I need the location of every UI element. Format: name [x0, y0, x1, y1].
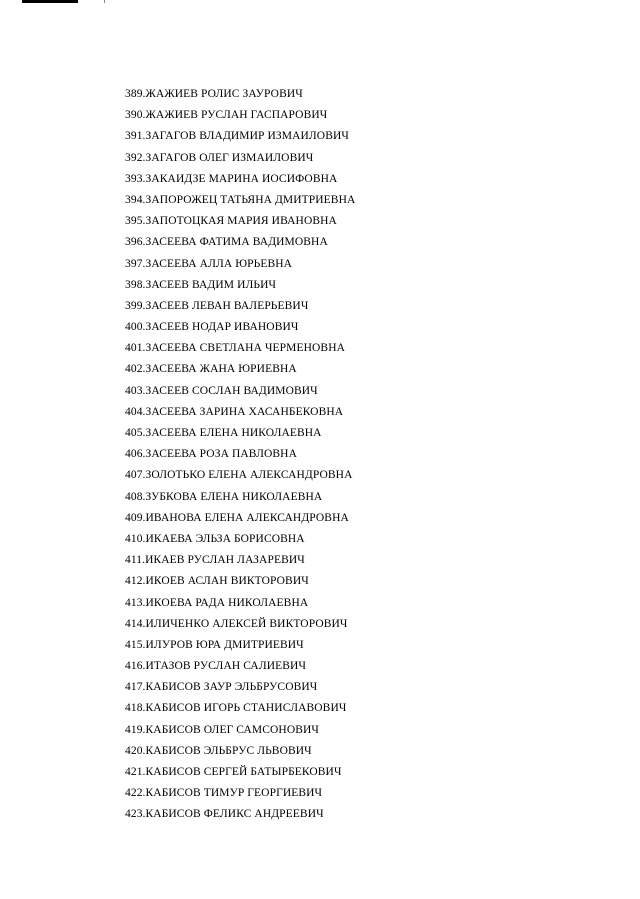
- list-item: 421.КАБИСОВ СЕРГЕЙ БАТЫРБЕКОВИЧ: [125, 766, 342, 778]
- list-item: 405.ЗАСЕЕВА ЕЛЕНА НИКОЛАЕВНА: [125, 427, 322, 439]
- list-item: 402.ЗАСЕЕВА ЖАНА ЮРИЕВНА: [125, 363, 297, 376]
- list-item: 400.ЗАСЕЕВ НОДАР ИВАНОВИЧ: [125, 321, 299, 334]
- list-item: 407.ЗОЛОТЬКО ЕЛЕНА АЛЕКСАНДРОВНА: [125, 469, 353, 482]
- list-item: 422.КАБИСОВ ТИМУР ГЕОРГИЕВИЧ: [125, 787, 323, 800]
- list-item: 414.ИЛИЧЕНКО АЛЕКСЕЙ ВИКТОРОВИЧ: [125, 617, 348, 630]
- list-item: 389.ЖАЖИЕВ РОЛИС ЗАУРОВИЧ: [125, 88, 303, 100]
- list-item: 393.ЗАКАИДЗЕ МАРИНА ИОСИФОВНА: [125, 172, 338, 185]
- list-item: 404.ЗАСЕЕВА ЗАРИНА ХАСАНБЕКОВНА: [125, 405, 344, 418]
- name-list: [125, 84, 355, 826]
- list-item: 406.ЗАСЕЕВА РОЗА ПАВЛОВНА: [125, 448, 297, 461]
- list-item: 412.ИКОЕВ АСЛАН ВИКТОРОВИЧ: [125, 575, 309, 588]
- list-item: 403.ЗАСЕЕВ СОСЛАН ВАДИМОВИЧ: [125, 384, 318, 397]
- list-item: 409.ИВАНОВА ЕЛЕНА АЛЕКСАНДРОВНА: [125, 511, 349, 524]
- list-item: 417.КАБИСОВ ЗАУР ЭЛЬБРУСОВИЧ: [125, 681, 318, 694]
- list-item: 413.ИКОЕВА РАДА НИКОЛАЕВНА: [125, 596, 309, 609]
- list-item: 423.КАБИСОВ ФЕЛИКС АНДРЕЕВИЧ: [125, 808, 324, 821]
- list-item: 392.ЗАГАГОВ ОЛЕГ ИЗМАИЛОВИЧ: [125, 151, 314, 164]
- list-item: 416.ИТАЗОВ РУСЛАН САЛИЕВИЧ: [125, 660, 307, 673]
- list-item: 397.ЗАСЕЕВА АЛЛА ЮРЬЕВНА: [125, 257, 293, 270]
- list-item: 415.ИЛУРОВ ЮРА ДМИТРИЕВИЧ: [125, 638, 304, 651]
- scan-edge-tick: [104, 0, 105, 3]
- list-item: 394.ЗАПОРОЖЕЦ ТАТЬЯНА ДМИТРИЕВНА: [125, 193, 356, 206]
- list-item: 418.КАБИСОВ ИГОРЬ СТАНИСЛАВОВИЧ: [125, 702, 347, 715]
- list-item: 396.ЗАСЕЕВА ФАТИМА ВАДИМОВНА: [125, 236, 328, 249]
- list-item: 391.ЗАГАГОВ ВЛАДИМИР ИЗМАИЛОВИЧ: [125, 130, 349, 143]
- list-item: 410.ИКАЕВА ЭЛЬЗА БОРИСОВНА: [125, 532, 305, 545]
- list-item: 399.ЗАСЕЕВ ЛЕВАН ВАЛЕРЬЕВИЧ: [125, 299, 309, 312]
- scan-edge-mark: [22, 0, 78, 3]
- list-item: 395.ЗАПОТОЦКАЯ МАРИЯ ИВАНОВНА: [125, 215, 337, 228]
- list-item: 398.ЗАСЕЕВ ВАДИМ ИЛЬИЧ: [125, 278, 277, 291]
- list-item: 401.ЗАСЕЕВА СВЕТЛАНА ЧЕРМЕНОВНА: [125, 342, 346, 355]
- list-item: 420.КАБИСОВ ЭЛЬБРУС ЛЬВОВИЧ: [125, 744, 312, 757]
- list-item: 419.КАБИСОВ ОЛЕГ САМСОНОВИЧ: [125, 723, 319, 736]
- list-item: 390.ЖАЖИЕВ РУСЛАН ГАСПАРОВИЧ: [125, 109, 328, 122]
- list-item: 408.ЗУБКОВА ЕЛЕНА НИКОЛАЕВНА: [125, 490, 323, 503]
- list-item: 411.ИКАЕВ РУСЛАН ЛАЗАРЕВИЧ: [125, 554, 305, 567]
